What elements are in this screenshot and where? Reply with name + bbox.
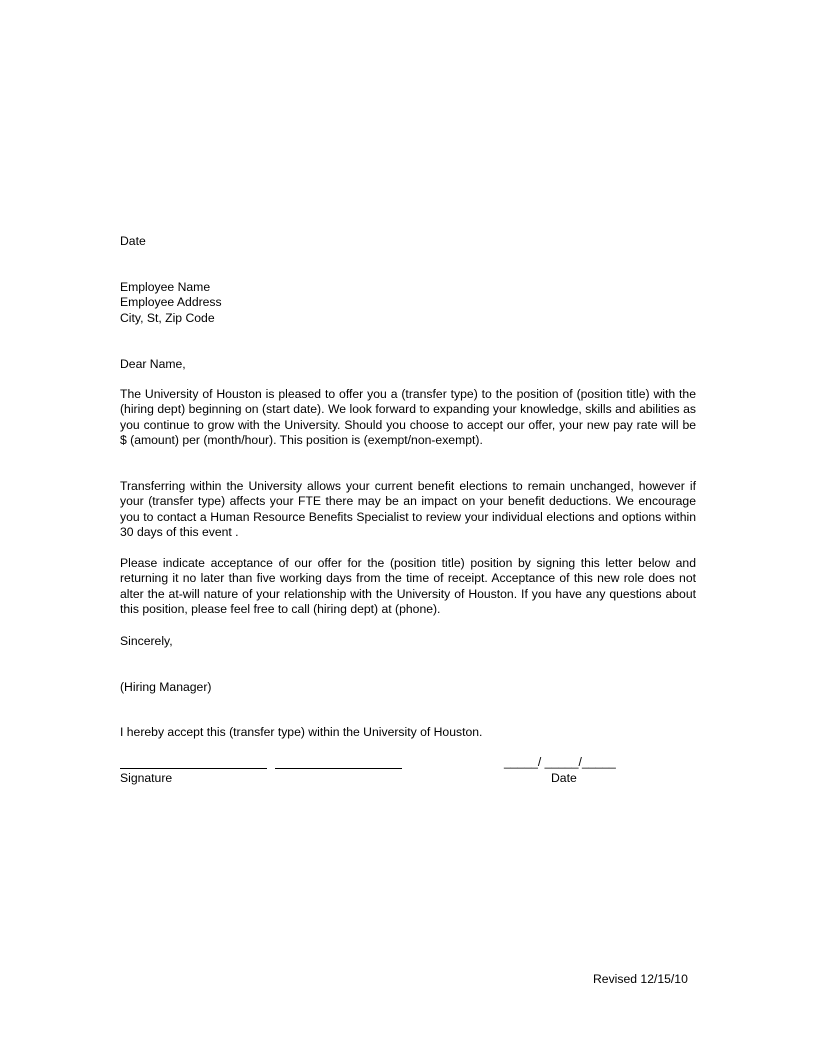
recipient-city-line: City, St, Zip Code: [120, 311, 215, 325]
offer-paragraph: The University of Houston is pleased to offer you a (transfer type) to the position of (position title) with the (hiring dept) beginning on (start date). We look forward to expanding your knowledge, skills and abilities as you continue to grow with the University. Should you choose to accept our offer, your new pay rate will be $ (amount) per (month/hour). This position is (exempt/non-exempt).: [120, 387, 696, 448]
salutation: Dear Name,: [120, 357, 186, 371]
date-blank: _____/ _____/_____: [504, 755, 616, 769]
benefits-paragraph: Transferring within the University allows your current benefit elections to remain unchanged, however if your (transfer type) affects your FTE there may be an impact on your benefit deductions. We encourage you to contact a Human Resource Benefits Specialist to review your individual elections and options within 30 days of this event .: [120, 479, 696, 540]
second-signature-line: [275, 768, 402, 769]
signer-name: (Hiring Manager): [120, 680, 212, 694]
acceptance-statement: I hereby accept this (transfer type) within the University of Houston.: [120, 725, 483, 739]
closing: Sincerely,: [120, 634, 173, 648]
recipient-address: Employee Address: [120, 295, 222, 309]
acceptance-instructions-paragraph: Please indicate acceptance of our offer for the (position title) position by signing this letter below and returning it no later than five working days from the time of receipt. Acceptance of this new role does not alter the at-will nature of your relationship with the University of Houston. If you have any questions about this position, please feel free to call (hiring dept) at (phone).: [120, 556, 696, 617]
signature-label: Signature: [120, 771, 173, 785]
recipient-name: Employee Name: [120, 280, 211, 294]
revision-note: Revised 12/15/10: [593, 972, 688, 986]
date-label: Date: [551, 771, 577, 785]
signature-line: [120, 768, 267, 769]
letter-date: Date: [120, 234, 146, 248]
